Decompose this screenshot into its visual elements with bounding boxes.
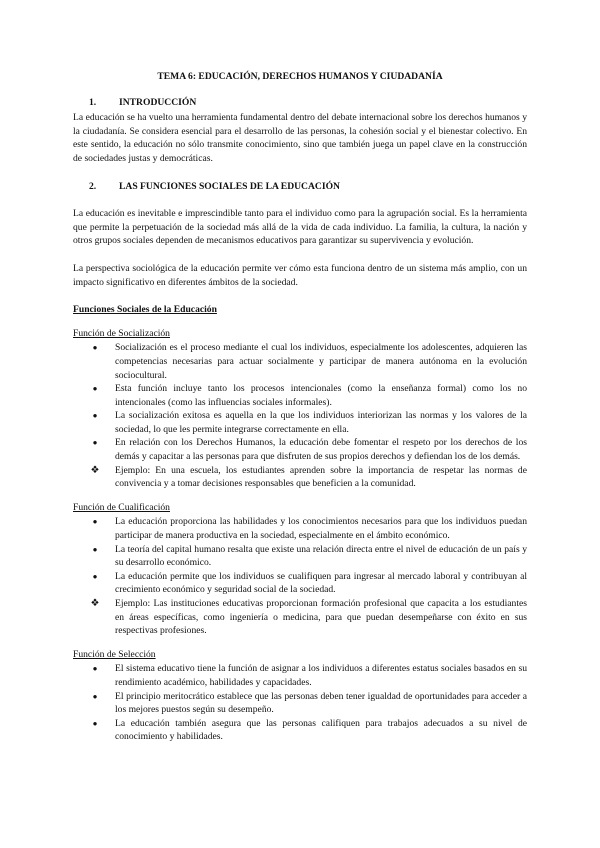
cualificacion-list bbox=[73, 515, 527, 637]
list-item-text: En relación con los Derechos Humanos, la educación debe fomentar el respeto por los derechos de los demás y capacitar a las personas para que disfruten de sus propios derechos y defiendan los de los demás. bbox=[115, 437, 527, 463]
section-2-heading bbox=[73, 180, 527, 194]
bullet-icon: ● bbox=[92, 438, 98, 448]
seleccion-list bbox=[73, 662, 527, 744]
document-title: TEMA 6: EDUCACIÓN, DERECHOS HUMANOS Y CIUDADANÍA bbox=[157, 71, 443, 82]
list-item bbox=[73, 382, 527, 409]
list-item-text: La educación permite que los individuos se cualifiquen para ingresar al mercado laboral y contribuyan al crecimiento económico y seguridad social de la sociedad. bbox=[115, 570, 527, 596]
list-item bbox=[73, 717, 527, 744]
list-item bbox=[73, 436, 527, 463]
section-2-number: 2. bbox=[89, 180, 97, 192]
list-item-text: Ejemplo: En una escuela, los estudiantes aprenden sobre la importancia de respetar las normas de convivencia y a tomar decisiones responsables que beneficien a la comunidad. bbox=[115, 464, 527, 490]
list-item-text: Ejemplo: Las instituciones educativas proporcionan formación profesional que capacita a los estudiantes en áreas específicas, como ingeniería o medicina, para que puedan desempeñarse con éxito en sus respectivas profesiones. bbox=[115, 598, 527, 637]
bullet-icon: ● bbox=[92, 384, 98, 394]
list-item-text: La socialización exitosa es aquella en la que los individuos interiorizan las normas y los valores de la sociedad, lo que les permite integrarse correctamente en ella. bbox=[115, 410, 527, 435]
document-page bbox=[73, 70, 527, 754]
list-item-text: La educación proporciona las habilidades y los conocimientos necesarios para que los individuos puedan participar de manera productiva en la sociedad, especialmente en el ámbito económico. bbox=[115, 516, 527, 542]
bullet-icon: ● bbox=[92, 517, 98, 527]
section-2-paragraph-1: La educación es inevitable e imprescindible tanto para el individuo como para la agrupación social. Es la herramienta que permite la perpetuación de la sociedad más allá de la vida de cada individuo. La familia, la cultura, la nación y otros grupos sociales dependen de mecanismos educativos para garantizar su supervivencia y evolución. bbox=[73, 208, 527, 247]
list-item bbox=[73, 597, 527, 638]
section-1-title: INTRODUCCIÓN bbox=[119, 96, 197, 108]
diamond-bullet-icon: ❖ bbox=[90, 598, 100, 609]
section-1-number: 1. bbox=[89, 96, 97, 108]
list-item-text: El principio meritocrático establece que las personas deben tener igualdad de oportunidades para acceder a los mejores puestos según su desempeño. bbox=[115, 690, 527, 716]
list-item bbox=[73, 570, 527, 597]
seleccion-title: Función de Selección bbox=[73, 648, 156, 660]
section-2-title: LAS FUNCIONES SOCIALES DE LA EDUCACIÓN bbox=[119, 180, 340, 192]
list-item bbox=[73, 341, 527, 382]
bullet-icon: ● bbox=[92, 544, 98, 554]
bullet-icon: ● bbox=[92, 571, 98, 581]
list-item-text: Socialización es el proceso mediante el cual los individuos, especialmente los adolescentes, adquieren las competencias necesarias para actuar socialmente y participar de manera autónoma en la evolución sociocultural. bbox=[115, 342, 527, 381]
functions-title: Funciones Sociales de la Educación bbox=[73, 304, 217, 316]
cualificacion-title: Función de Cualificación bbox=[73, 501, 170, 513]
list-item-text: El sistema educativo tiene la función de asignar a los individuos a diferentes estatus sociales basados en su rendimiento académico, habilidades y capacidades. bbox=[115, 663, 527, 688]
bullet-icon: ● bbox=[92, 411, 98, 421]
list-item bbox=[73, 543, 527, 570]
bullet-icon: ● bbox=[92, 718, 98, 728]
bullet-icon: ● bbox=[92, 664, 98, 674]
list-item bbox=[73, 690, 527, 717]
bullet-icon: ● bbox=[92, 691, 98, 701]
diamond-bullet-icon: ❖ bbox=[90, 464, 100, 476]
section-1-paragraph: La educación se ha vuelto una herramienta fundamental dentro del debate internacional sobre los derechos humanos y la ciudadanía. Se considera esencial para el desarrollo de las personas, la cohesión social y el bienestar colectivo. En este sentido, la educación no sólo transmite conocimiento, sino que también juega un papel clave en la construcción de sociedades justas y democráticas. bbox=[73, 112, 527, 164]
list-item bbox=[73, 464, 527, 491]
socializacion-list bbox=[73, 341, 527, 491]
section-1-heading bbox=[73, 96, 527, 110]
list-item-text: La teoría del capital humano resalta que existe una relación directa entre el nivel de educación de un país y su desarrollo económico. bbox=[115, 543, 527, 569]
bullet-icon: ● bbox=[92, 343, 98, 353]
list-item bbox=[73, 409, 527, 436]
list-item bbox=[73, 662, 527, 689]
list-item-text: Esta función incluye tanto los procesos intencionales (como la enseñanza formal) como los no intencionales (como las influencias sociales informales). bbox=[115, 383, 527, 408]
section-2-paragraph-2: La perspectiva sociológica de la educación permite ver cómo esta funciona dentro de un sistema más amplio, con un impacto significativo en diferentes ámbitos de la sociedad. bbox=[73, 262, 527, 288]
list-item bbox=[73, 515, 527, 542]
list-item-text: La educación también asegura que las personas califiquen para trabajos adecuados a su nivel de conocimiento y habilidades. bbox=[115, 717, 527, 743]
socializacion-title: Función de Socialización bbox=[73, 327, 170, 339]
